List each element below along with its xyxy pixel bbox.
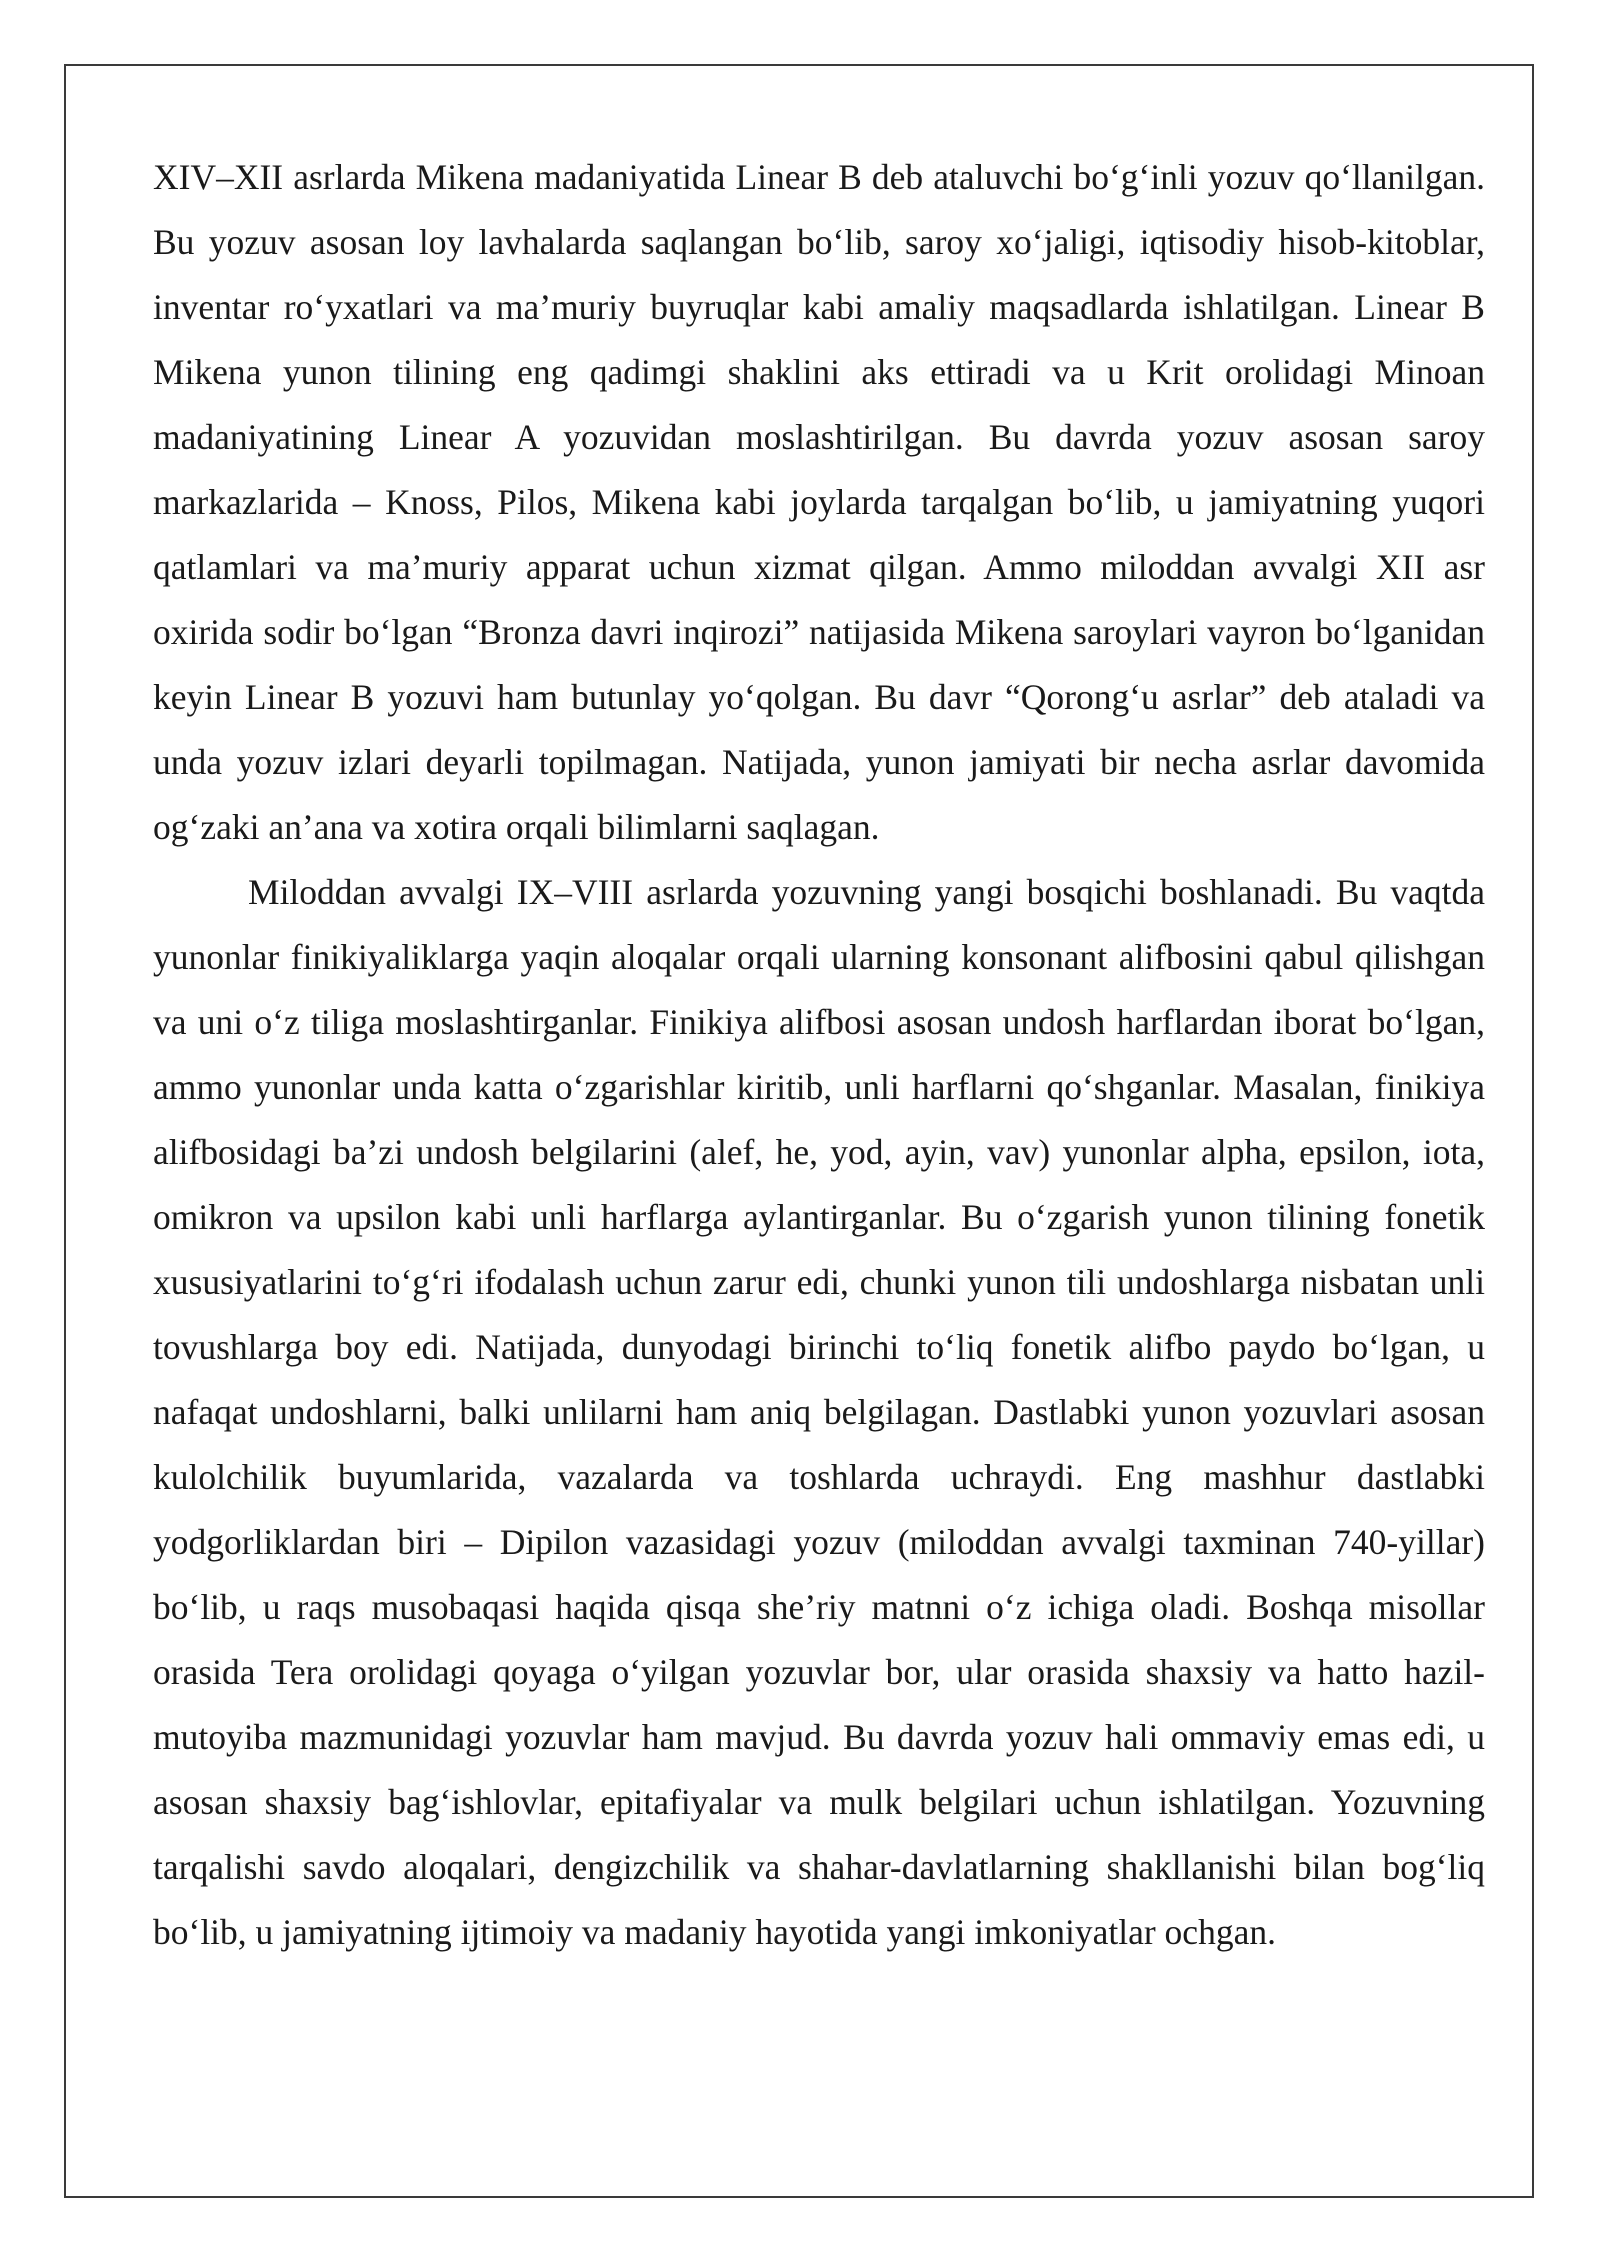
paragraph-greek-alphabet: Miloddan avvalgi IX–VIII asrlarda yozuvning yangi bosqichi boshlanadi. Bu vaqtda yunonlar finikiyaliklarga yaqin aloqalar orqali ularning konsonant alifbosini qabul qilishgan va uni o‘z tiliga moslashtirganlar. Finikiya alifbosi asosan undosh harflardan iborat bo‘lgan, ammo yunonlar unda katta o‘zgarishlar kiritib, unli harflarni qo‘shganlar. Masalan, finikiya alifbosidagi ba’zi undosh belgilarini (alef, he, yod, ayin, vav) yunonlar alpha, epsilon, iota, omikron va upsilon kabi unli harflarga aylantirganlar. Bu o‘zgarish yunon tilining fonetik xususiyatlarini to‘g‘ri ifodalash uchun zarur edi, chunki yunon tili undoshlarga nisbatan unli tovushlarga boy edi. Natijada, dunyodagi birinchi to‘liq fonetik alifbo paydo bo‘lgan, u nafaqat undoshlarni, balki unlilarni ham aniq belgilagan. Dastlabki yunon yozuvlari asosan kulolchilik buyumlarida, vazalarda va toshlarda uchraydi. Eng mashhur dastlabki yodgorliklardan biri – Dipilon vazasidagi yozuv (miloddan avvalgi taxminan 740-yillar) bo‘lib, u raqs musobaqasi haqida qisqa she’riy matnni o‘z ichiga oladi. Boshqa misollar orasida Tera orolidagi qoyaga o‘yilgan yozuvlar bor, ular orasida shaxsiy va hatto hazil-mutoyiba mazmunidagi yozuvlar ham mavjud. Bu davrda yozuv hali ommaviy emas edi, u asosan shaxsiy bag‘ishlovlar, epitafiyalar va mulk belgilari uchun ishlatilgan. Yozuvning tarqalishi savdo aloqalari, dengizchilik va shahar-davlatlarning shakllanishi bilan bog‘liq bo‘lib, u jamiyatning ijtimoiy va madaniy hayotida yangi imkoniyatlar ochgan. [153,872,1485,1952]
document-body [153,145,1485,1965]
paragraph-linear-b: XIV–XII asrlarda Mikena madaniyatida Linear B deb ataluvchi bo‘g‘inli yozuv qo‘llanilgan. Bu yozuv asosan loy lavhalarda saqlangan bo‘lib, saroy xo‘jaligi, iqtisodiy hisob-kitoblar, inventar ro‘yxatlari va ma’muriy buyruqlar kabi amaliy maqsadlarda ishlatilgan. Linear B Mikena yunon tilining eng qadimgi shaklini aks ettiradi va u Krit orolidagi Minoan madaniyatining Linear A yozuvidan moslashtirilgan. Bu davrda yozuv asosan saroy markazlarida – Knoss, Pilos, Mikena kabi joylarda tarqalgan bo‘lib, u jamiyatning yuqori qatlamlari va ma’muriy apparat uchun xizmat qilgan. Ammo miloddan avvalgi XII asr oxirida sodir bo‘lgan “Bronza davri inqirozi” natijasida Mikena saroylari vayron bo‘lganidan keyin Linear B yozuvi ham butunlay yo‘qolgan. Bu davr “Qorong‘u asrlar” deb ataladi va unda yozuv izlari deyarli topilmagan. Natijada, yunon jamiyati bir necha asrlar davomida og‘zaki an’ana va xotira orqali bilimlarni saqlagan. [153,157,1485,847]
